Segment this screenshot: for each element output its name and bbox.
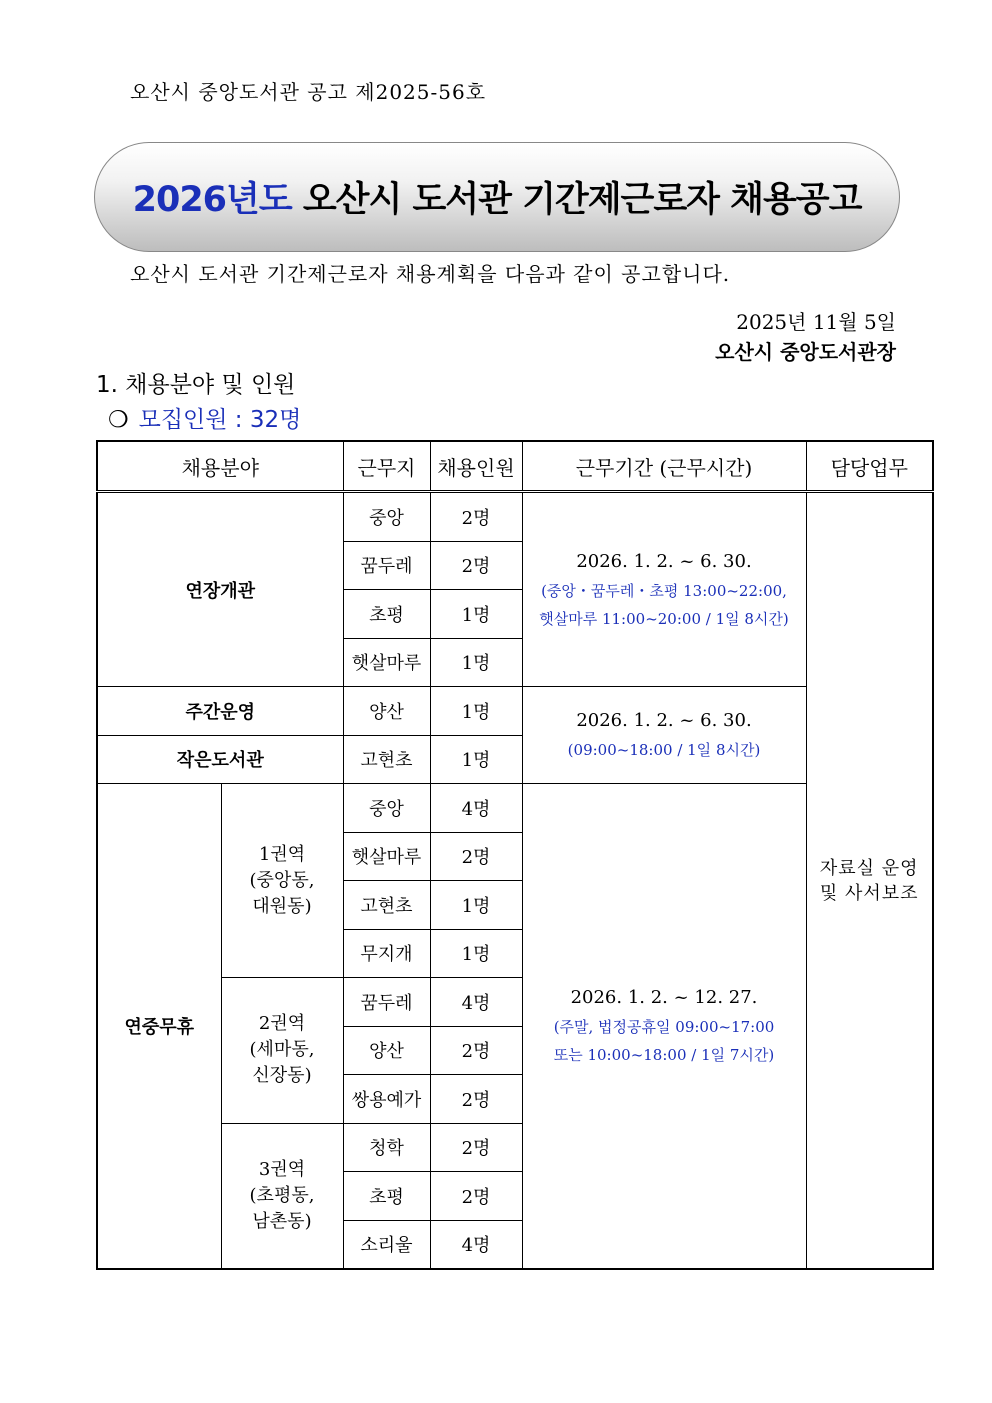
period-cell xyxy=(522,784,806,1270)
count-cell: 1명 xyxy=(430,881,522,930)
notice-number: 오산시 중앙도서관 공고 제2025-56호 xyxy=(130,80,487,104)
header-cell: 채용분야 xyxy=(97,441,343,492)
count-cell: 1명 xyxy=(430,687,522,736)
period-hours: (중앙・꿈두레・초평 13:00~22:00, 햇살마루 11:00~20:00 / 1일 8시간) xyxy=(539,581,789,628)
count-cell: 4명 xyxy=(430,978,522,1027)
period-cell xyxy=(522,687,806,784)
header-cell: 근무기간 (근무시간) xyxy=(522,441,806,492)
period-cell xyxy=(522,492,806,687)
field-cell: 작은도서관 xyxy=(97,735,343,784)
place-cell: 햇살마루 xyxy=(343,832,430,881)
count-cell: 2명 xyxy=(430,1075,522,1124)
bullet-icon: ❍ xyxy=(108,407,129,433)
count-cell: 2명 xyxy=(430,1123,522,1172)
count-cell: 2명 xyxy=(430,1172,522,1221)
notice-date: 2025년 11월 5일 xyxy=(736,310,896,334)
period-hours: (주말, 법정공휴일 09:00~17:00 또는 10:00~18:00 / 1일 7시간) xyxy=(553,1018,775,1064)
recruitment-table xyxy=(96,440,934,1270)
place-cell: 무지개 xyxy=(343,929,430,978)
place-cell: 양산 xyxy=(343,1026,430,1075)
region-cell: 2권역 (세마동, 신장동) xyxy=(221,978,343,1124)
place-cell: 소리울 xyxy=(343,1220,430,1269)
period-dates: 2026. 1. 2. ~ 12. 27. xyxy=(570,987,758,1008)
count-cell: 2명 xyxy=(430,832,522,881)
region-cell: 1권역 (중앙동, 대원동) xyxy=(221,784,343,978)
signer: 오산시 중앙도서관장 xyxy=(715,340,896,364)
period-hours: (09:00~18:00 / 1일 8시간) xyxy=(567,741,761,759)
header-cell: 담당업무 xyxy=(806,441,933,492)
place-cell: 꿈두레 xyxy=(343,978,430,1027)
title-year: 2026년도 xyxy=(132,180,292,220)
place-cell: 청학 xyxy=(343,1123,430,1172)
count-cell: 1명 xyxy=(430,929,522,978)
region-cell: 3권역 (초평동, 남촌동) xyxy=(221,1123,343,1269)
place-cell: 중앙 xyxy=(343,492,430,542)
period-dates: 2026. 1. 2. ~ 6. 30. xyxy=(576,550,752,572)
place-cell: 고현초 xyxy=(343,735,430,784)
count-cell: 1명 xyxy=(430,735,522,784)
field-cell: 연중무휴 xyxy=(97,784,221,1270)
place-cell: 꿈두레 xyxy=(343,541,430,590)
recruit-text: 모집인원 : 32명 xyxy=(138,407,302,433)
place-cell: 쌍용예가 xyxy=(343,1075,430,1124)
header-cell: 근무지 xyxy=(343,441,430,492)
intro-text: 오산시 도서관 기간제근로자 채용계획을 다음과 같이 공고합니다. xyxy=(130,262,731,286)
count-cell: 2명 xyxy=(430,492,522,542)
place-cell: 중앙 xyxy=(343,784,430,833)
count-cell: 4명 xyxy=(430,1220,522,1269)
place-cell: 양산 xyxy=(343,687,430,736)
count-cell: 2명 xyxy=(430,541,522,590)
field-cell: 연장개관 xyxy=(97,492,343,687)
section-title: 1. 채용분야 및 인원 xyxy=(96,372,296,398)
period-dates: 2026. 1. 2. ~ 6. 30. xyxy=(576,710,752,731)
table-header-row xyxy=(97,441,933,492)
recruit-total xyxy=(108,401,301,434)
place-cell: 초평 xyxy=(343,590,430,639)
table-row xyxy=(97,492,933,542)
field-cell: 주간운영 xyxy=(97,687,343,736)
count-cell: 1명 xyxy=(430,638,522,687)
header-cell: 채용인원 xyxy=(430,441,522,492)
place-cell: 초평 xyxy=(343,1172,430,1221)
count-cell: 2명 xyxy=(430,1026,522,1075)
count-cell: 4명 xyxy=(430,784,522,833)
page-title xyxy=(133,172,862,222)
title-text: 오산시 도서관 기간제근로자 채용공고 xyxy=(291,180,862,220)
place-cell: 햇살마루 xyxy=(343,638,430,687)
duty-cell: 자료실 운영 및 사서보조 xyxy=(806,492,933,1270)
title-banner xyxy=(94,142,900,252)
place-cell: 고현초 xyxy=(343,881,430,930)
count-cell: 1명 xyxy=(430,590,522,639)
